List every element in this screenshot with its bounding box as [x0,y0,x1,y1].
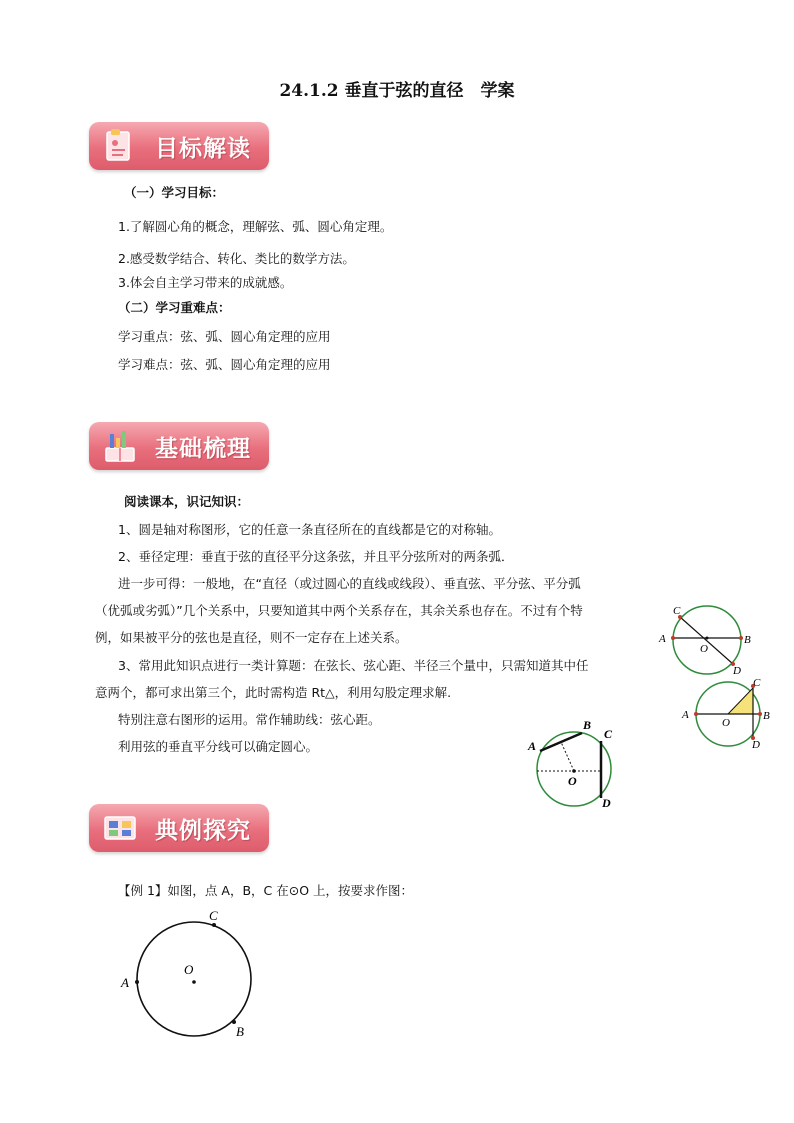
banner-label: 基础梳理 [155,436,251,462]
section-banner-examples [89,804,269,852]
label-o: O [184,962,194,977]
basics-paragraph: 例，如果被平分的弦也是直径，则不一定存在上述关系。 [95,630,408,645]
label-b: B [763,710,770,722]
basics-paragraph: 进一步可得：一般地，在“直径（或过圆心的直线或线段）、垂直弦、平分弦、平分弧 [118,576,581,591]
label-c: C [753,677,761,689]
label-o: O [700,643,708,655]
basics-paragraph: 意两个，都可求出第三个，此时需构造 Rt△，利用勾股定理求解. [95,685,452,700]
figure-circle [673,606,741,674]
difficulty-subheading: （二）学习重难点： [118,300,231,315]
section-banner-goals [89,122,269,170]
banner-label: 目标解读 [155,136,251,162]
page-title: 24.1.2 垂直于弦的直径 学案 [279,81,515,101]
section-banner-basics [89,422,269,470]
right-triangle [728,688,753,714]
label-d: D [602,796,611,810]
label-a: A [528,739,537,753]
label-c: C [209,908,218,923]
basics-paragraph: （优弧或劣弧）”几个关系中，只要知道其中两个关系存在，其余关系也存在。不过有个特 [95,603,583,618]
point-c [212,923,216,927]
basics-paragraph: 3、常用此知识点进行一类计算题：在弦长、弦心距、半径三个量中，只需知道其中任 [118,658,589,673]
banner-label: 典例探究 [155,818,251,844]
difficulty-point: 学习难点：弦、弧、圆心角定理的应用 [118,357,331,372]
basics-intro: 阅读课本，识记知识： [124,494,250,509]
figure-circle [137,922,251,1036]
goals-subheading: （一）学习目标： [124,185,225,200]
basics-paragraph: 特别注意右图形的运用。常作辅助线：弦心距。 [118,712,381,727]
label-d: D [733,665,741,677]
key-point: 学习重点：弦、弧、圆心角定理的应用 [118,329,331,344]
label-a: A [682,709,689,721]
figure-right-triangle [675,676,780,756]
label-c: C [604,727,613,741]
document-icon [103,128,137,164]
presentation-icon [103,810,137,846]
point-a [135,980,139,984]
basics-paragraph: 2、垂径定理：垂直于弦的直径平分这条弦，并且平分弦所对的两条弧． [118,549,514,564]
figure-diameter-chord [655,600,770,680]
point-o [192,980,196,984]
figure-example-circle [112,908,262,1043]
label-d: D [752,739,760,751]
label-b: B [236,1024,244,1039]
label-c: C [673,605,681,617]
basics-paragraph: 1、圆是轴对称图形，它的任意一条直径所在的直线都是它的对称轴。 [118,522,501,537]
figure-chord-distance [520,714,625,814]
label-a: A [121,975,129,990]
goal-item: 2.感受数学结合、转化、类比的数学方法。 [118,251,355,266]
label-b: B [583,718,592,732]
goal-item: 3.体会自主学习带来的成就感。 [118,275,293,290]
basics-paragraph: 利用弦的垂直平分线可以确定圆心。 [118,739,319,754]
label-b: B [744,634,751,646]
example-1-prompt: 【例 1】如图，点 A，B，C 在⊙O 上，按要求作图： [118,883,414,898]
goal-item: 1.了解圆心角的概念，理解弦、弧、圆心角定理。 [118,219,393,234]
books-icon [103,428,137,464]
label-o: O [722,717,730,729]
label-o: O [568,774,577,788]
label-a: A [659,633,666,645]
